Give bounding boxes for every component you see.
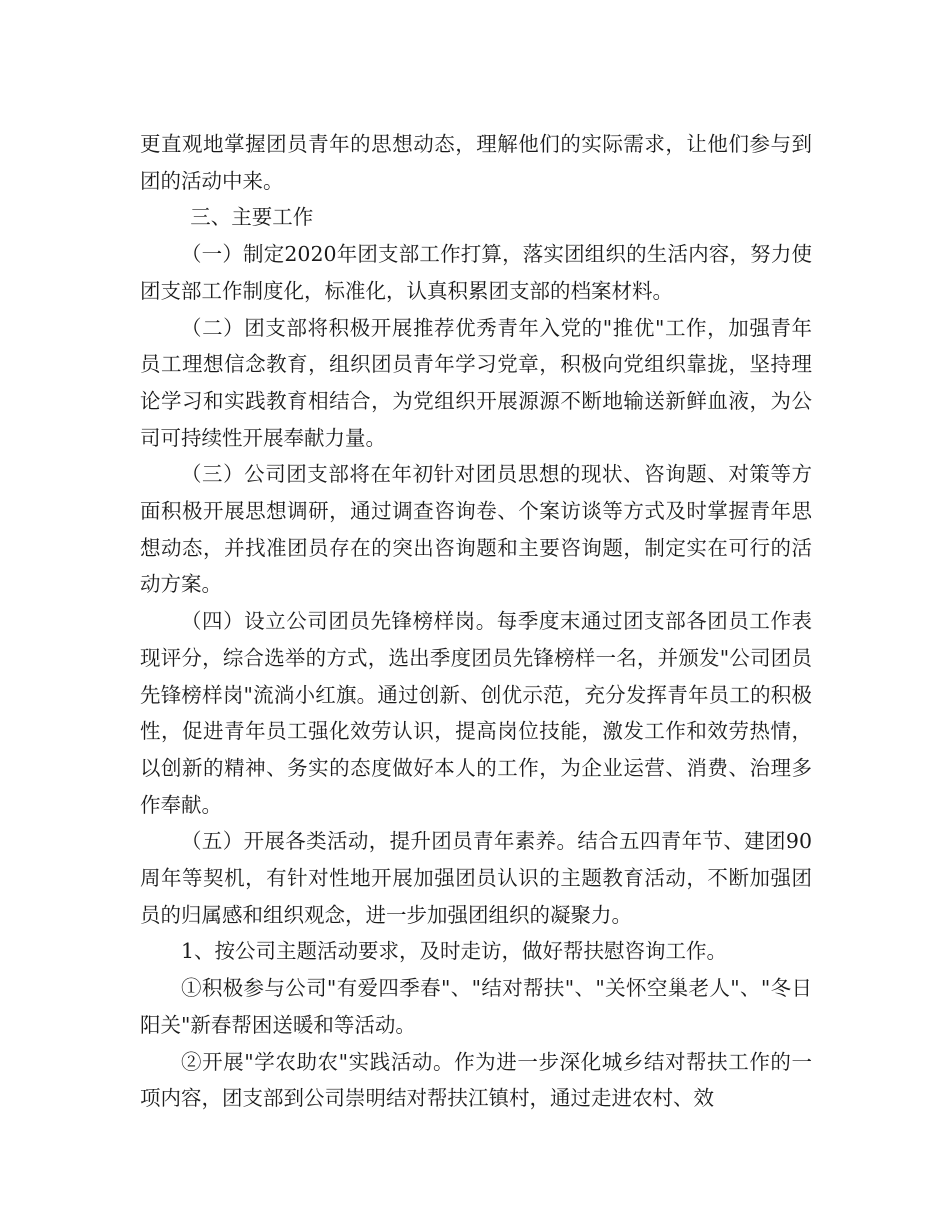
paragraph-continuation: 更直观地掌握团员青年的思想动态，理解他们的实际需求，让他们参与到团的活动中来。 xyxy=(140,132,812,193)
paragraph-item-2: （二）团支部将积极开展推荐优秀青年入党的"推优"工作，加强青年员工理想信念教育，组织团员青年学习党章，积极向党组织靠拢，坚持理论学习和实践教育相结合，为党组织开展源源不断地输送新鲜血液，为公司可持续性开展奉献力量。 xyxy=(140,315,812,450)
paragraph-subitem-circled-1: ①积极参与公司"有爱四季春"、"结对帮扶"、"关怀空巢老人"、"冬日阳关"新春帮困送暖和等活动。 xyxy=(140,976,812,1037)
paragraph-item-3: （三）公司团支部将在年初针对团员思想的现状、咨询题、对策等方面积极开展思想调研，通过调查咨询卷、个案访谈等方式及时掌握青年思想动态，并找准团员存在的突出咨询题和主要咨询题，制定实在可行的活动方案。 xyxy=(140,462,812,597)
paragraph-item-1: （一）制定2020年团支部工作打算，落实团组织的生活内容，努力使团支部工作制度化，标准化，认真积累团支部的档案材料。 xyxy=(140,242,812,303)
paragraph-item-4: （四）设立公司团员先锋榜样岗。每季度末通过团支部各团员工作表现评分，综合选举的方式，选出季度团员先锋榜样一名，并颁发"公司团员先锋榜样岗"流淌小红旗。通过创新、创优示范，充分发挥青年员工的积极性，促进青年员工强化效劳认识，提高岗位技能，激发工作和效劳热情，以创新的精神、务实的态度做好本人的工作，为企业运营、消费、治理多作奉献。 xyxy=(140,609,812,817)
paragraph-item-5: （五）开展各类活动，提升团员青年素养。结合五四青年节、建团90周年等契机，有针对性地开展加强团员认识的主题教育活动，不断加强团员的归属感和组织观念，进一步加强团组织的凝聚力。 xyxy=(140,829,812,927)
paragraph-subitem-1: 1、按公司主题活动要求，及时走访，做好帮扶慰咨询工作。 xyxy=(181,939,728,964)
section-heading-main-work: 三、主要工作 xyxy=(190,205,314,230)
document-body xyxy=(140,126,812,1117)
paragraph-subitem-circled-2: ②开展"学农助农"实践活动。作为进一步深化城乡结对帮扶工作的一项内容，团支部到公司崇明结对帮扶江镇村，通过走进农村、效 xyxy=(140,1049,812,1111)
